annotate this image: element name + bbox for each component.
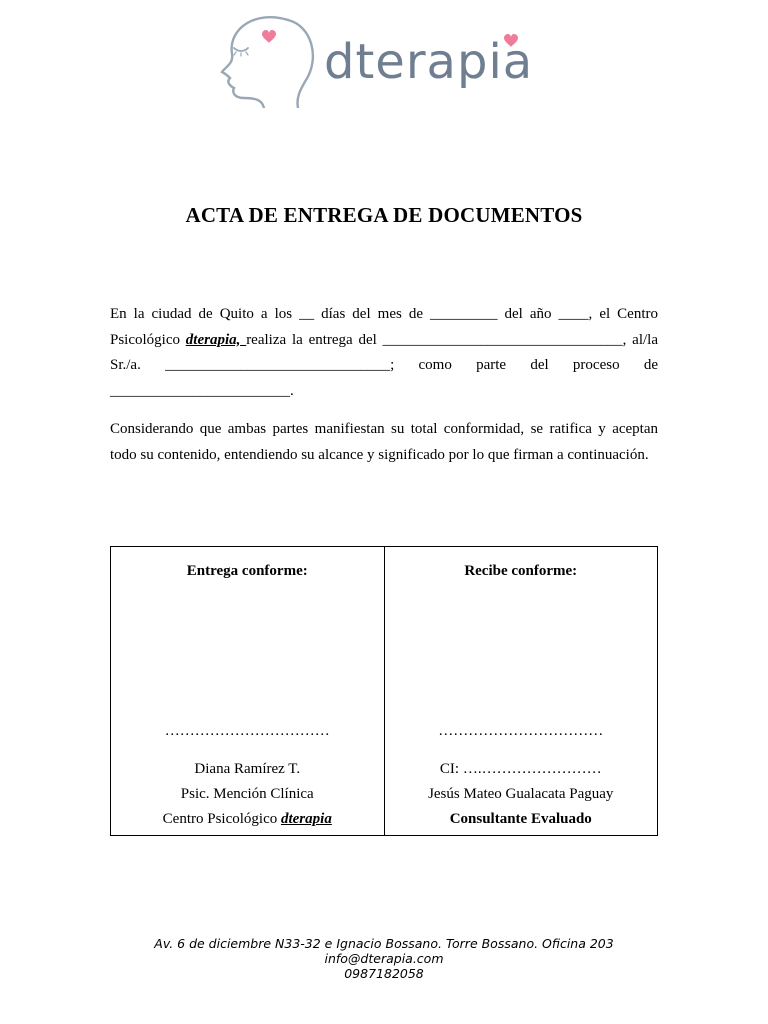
- signature-column-receive: [384, 547, 658, 835]
- deliver-org-brand: dterapia: [280, 811, 332, 827]
- receive-name: Jesús Mateo Gualacata Paguay: [428, 786, 614, 802]
- receive-role: Consultante Evaluado: [449, 811, 592, 827]
- deliver-organization: [111, 811, 384, 828]
- paragraph1-brand: dterapia,: [185, 331, 241, 348]
- footer-email: info@dterapia.com: [324, 951, 444, 966]
- deliver-role: Psic. Mención Clínica: [180, 786, 314, 802]
- receive-header: Recibe conforme:: [464, 563, 578, 579]
- deliver-signature-line: ……………………………: [164, 723, 330, 739]
- paragraph1-text-start: En la ciudad de Quito a los __ días del mes de _________ del año ____, el Centro Psicológico: [110, 306, 658, 348]
- receive-ci: CI: ….……………………: [439, 761, 602, 777]
- signature-table: [110, 546, 658, 836]
- deliver-header: Entrega conforme:: [186, 563, 308, 579]
- deliver-name: Diana Ramírez T.: [194, 761, 301, 777]
- receive-signature-line: ……………………………: [438, 723, 604, 739]
- logo-wordmark: dterapia: [324, 34, 534, 90]
- footer-phone: 0987182058: [344, 966, 424, 981]
- signature-column-deliver: [111, 547, 384, 835]
- page-title: ACTA DE ENTREGA DE DOCUMENTOS: [185, 203, 583, 227]
- paragraph-delivery-details: [110, 302, 658, 404]
- paragraph-agreement: Considerando que ambas partes manifiestan su total conformidad, se ratifica y aceptan todo su contenido, entendiendo su alcance y significado por lo que firman a continuación.: [110, 421, 658, 463]
- footer-contact: [0, 936, 768, 981]
- paragraph1-text-end: realiza la entrega del ________________________________, al/la Sr./a. ______________________________; como parte del proceso de ________________________.: [110, 331, 658, 399]
- footer-address: Av. 6 de diciembre N33-32 e Ignacio Bossano. Torre Bossano. Oficina 203: [154, 936, 614, 951]
- deliver-org-prefix: Centro Psicológico: [162, 811, 281, 827]
